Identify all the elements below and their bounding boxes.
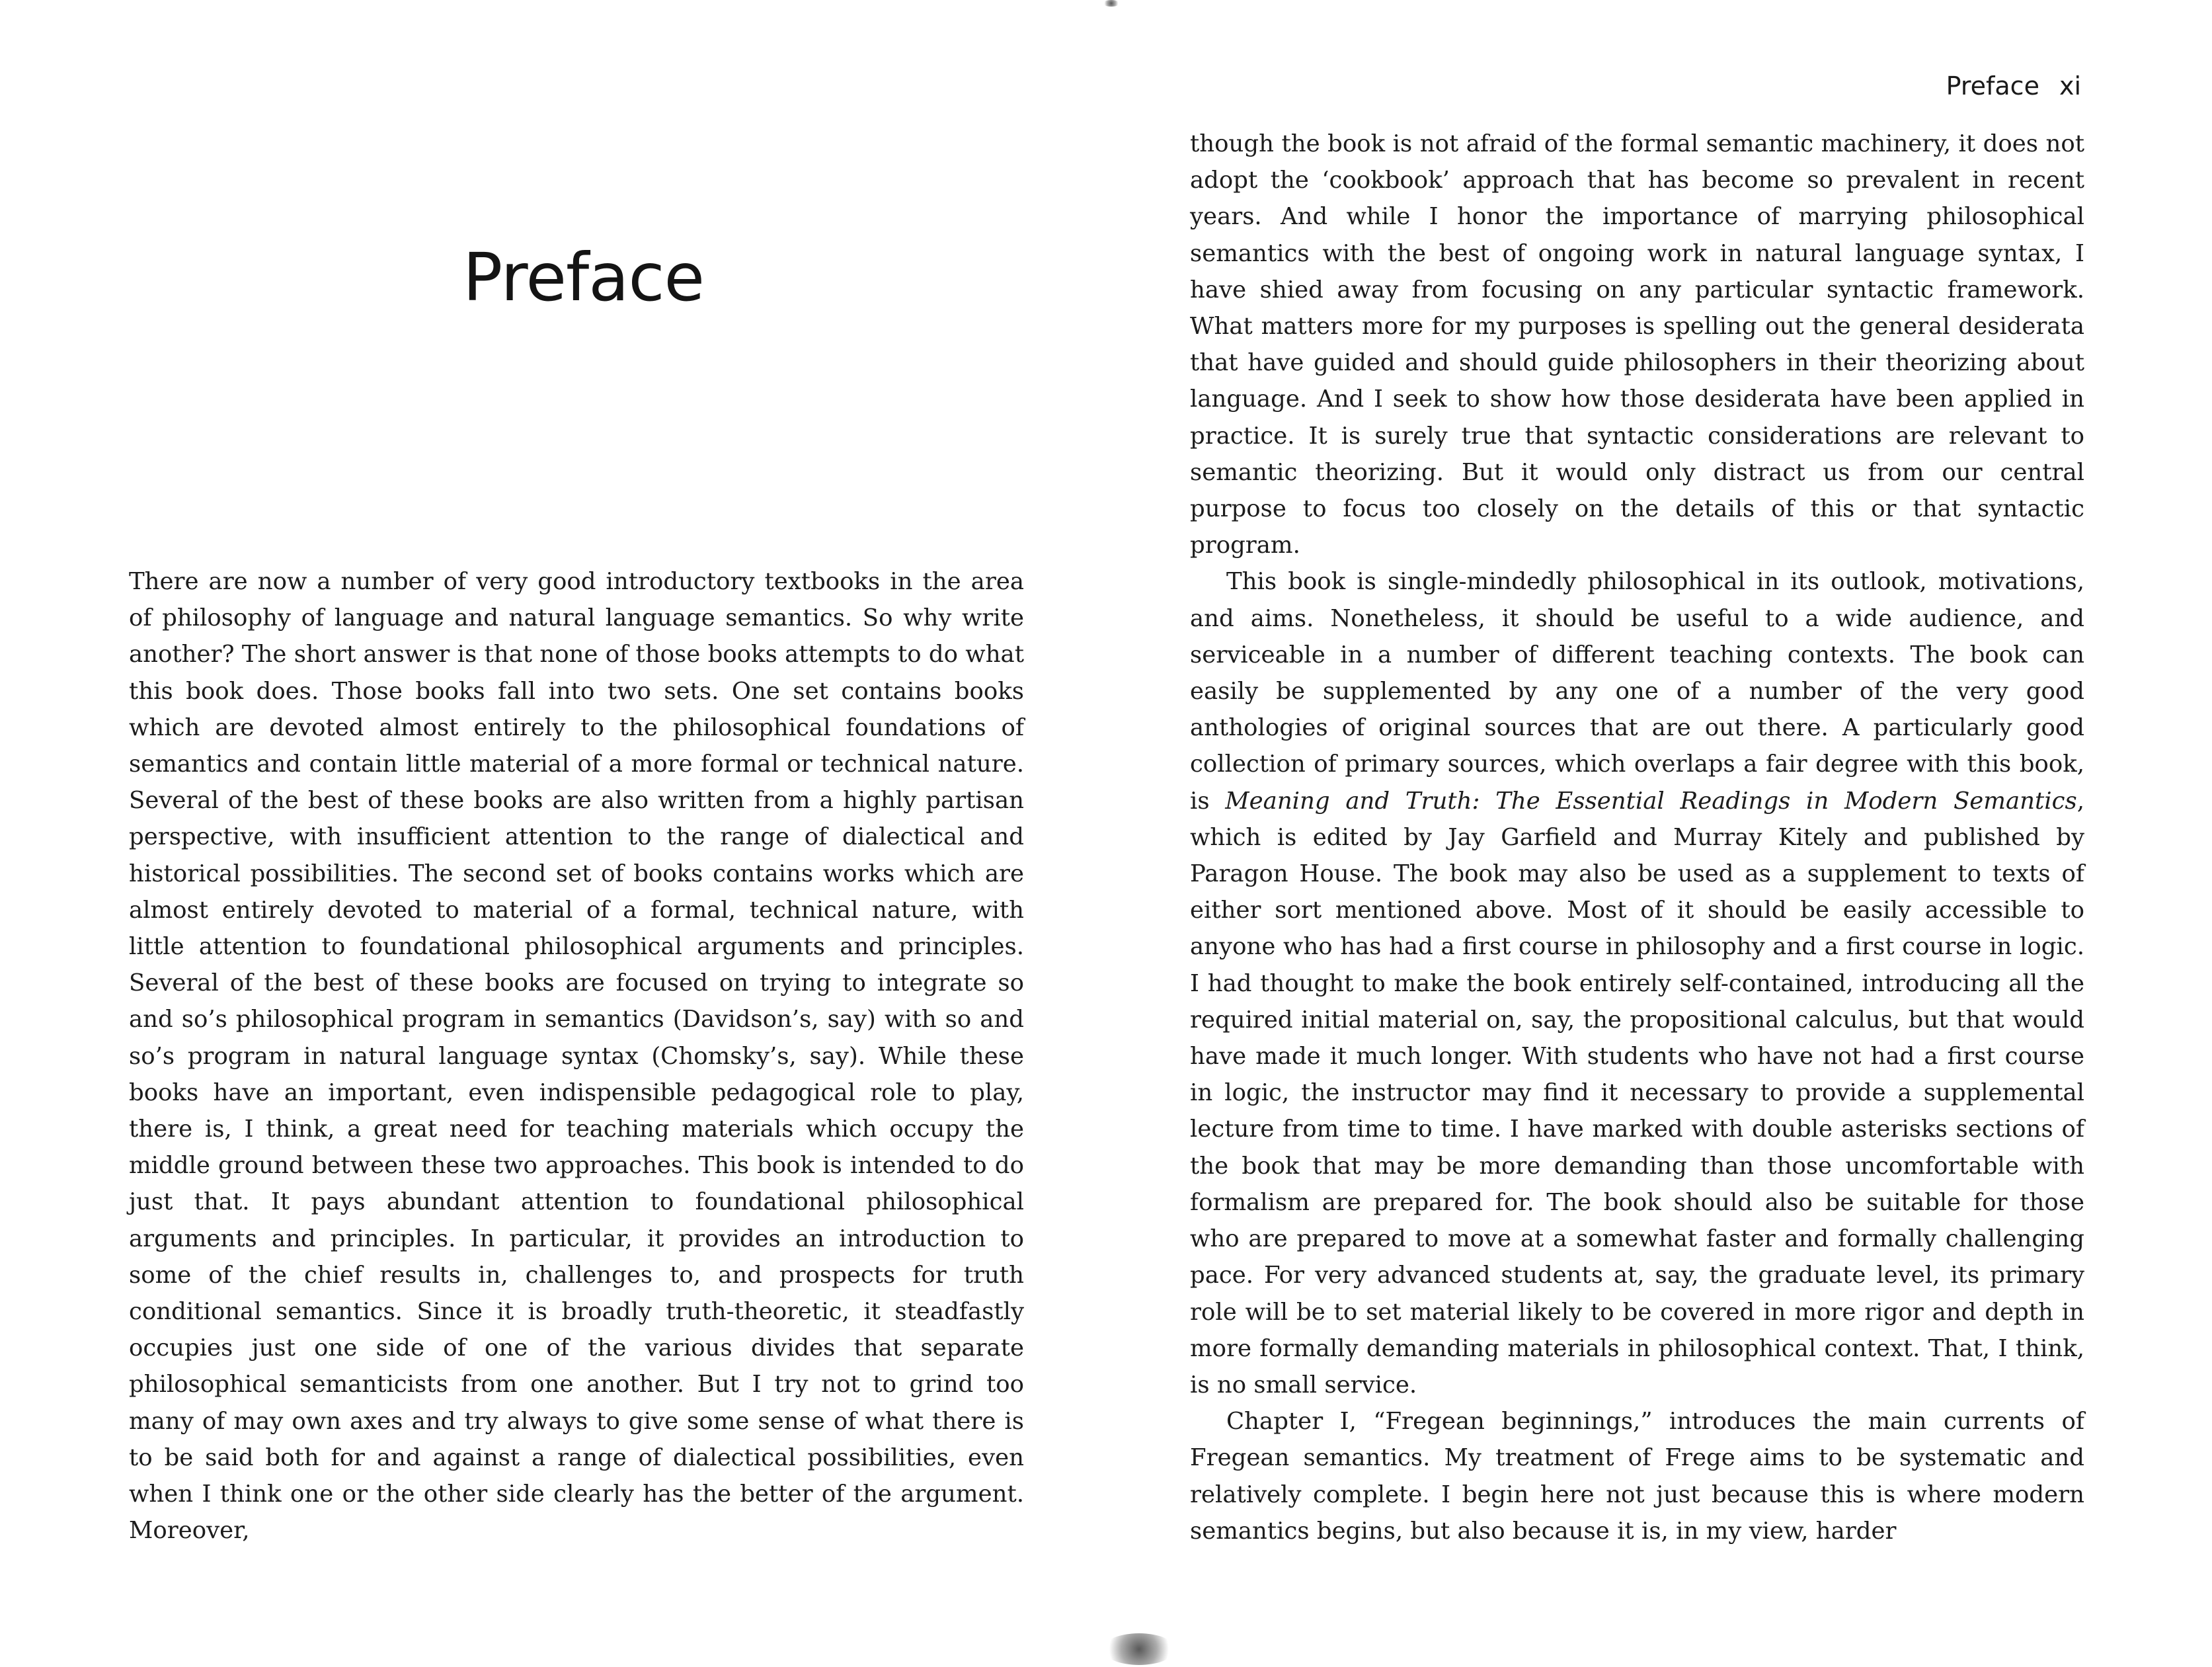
- running-head: [1946, 71, 2081, 101]
- paragraph-2-text-end: , which is edited by Jay Garfield and Murray Kitely and published by Paragon House. The book may also be used as a supplement to texts of either sort mentioned above. Most of it should be easily accessible to anyone who has had a first course in philosophy and a first course in logic. I had thought to make the book entirely self-contained, introducing all the required initial material on, say, the propositional calculus, but that would have made it much longer. With students who have not had a first course in logic, the instructor may find it necessary to provide a supplemental lecture from time to time. I have marked with double asterisks sections of the book that may be more demanding than those uncomfortable with formalism are prepared for. The book should also be suitable for those who are prepared to move at a somewhat faster and formally challenging pace. For very advanced students at, say, the graduate level, its primary role will be to set material likely to be covered in more rigor and depth in more formally demanding materials in philosophical context. That, I think, is no small service.: [1190, 787, 2084, 1399]
- page-number: xi: [2059, 71, 2081, 101]
- right-page: [1097, 0, 2212, 1667]
- book-title-italic: Meaning and Truth: The Essential Readings in Modern Semantics: [1225, 787, 2077, 815]
- right-paragraph-3: Chapter I, “Fregean beginnings,” introduces the main currents of Fregean semantics. My treatment of Frege aims to be systematic and relatively complete. I begin here not just because this is where modern semantics begins, but also because it is, in my view, harder: [1190, 1408, 2084, 1545]
- running-head-title: Preface: [1946, 71, 2039, 101]
- scan-speck-bottom: [1103, 1633, 1175, 1665]
- scan-speck-top: [1103, 0, 1120, 7]
- right-page-body: [1190, 126, 2084, 1549]
- left-paragraph-1: There are now a number of very good introductory textbooks in the area of philosophy of language and natural language semantics. So why write another? The short answer is that none of those books attempts to do what this book does. Those books fall into two sets. One set contains books which are devoted almost entirely to the philosophical foundations of semantics and contain little material of a more formal or technical nature. Several of the best of these books are also written from a highly partisan perspective, with insufficient attention to the range of dialectical and historical possibilities. The second set of books contains works which are almost entirely devoted to material of a formal, technical nature, with little attention to foundational philosophical arguments and principles. Several of the best of these books are focused on trying to integrate so and so’s philosophical program in semantics (Davidson’s, say) with so and so’s program in natural language syntax (Chomsky’s, say). While these books have an important, even indispensible pedagogical role to play, there is, I think, a great need for teaching materials which occupy the middle ground between these two approaches. This book is intended to do just that. It pays abundant attention to foundational philosophical arguments and principles. In particular, it provides an introduction to some of the chief results in, challenges to, and prospects for truth conditional semantics. Since it is broadly truth-theoretic, it steadfastly occupies just one side of one of the various divides that separate philosophical semanticists from one another. But I try not to grind too many of may own axes and try always to give some sense of what there is to be said both for and against a range of dialectical possibilities, even when I think one or the other side clearly has the better of the argument. Moreover,: [129, 568, 1024, 1545]
- left-page-body: [129, 563, 1024, 1549]
- right-paragraph-1: though the book is not afraid of the formal semantic machinery, it does not adopt the ‘cookbook’ approach that has become so prevalent in recent years. And while I honor the importance of marrying philosophical semantics with the best of ongoing work in natural language syntax, I have shied away from focusing on any particular syntactic framework. What matters more for my purposes is spelling out the general desiderata that have guided and should guide philosophers in their theorizing about language. And I seek to show how those desiderata have been applied in practice. It is surely true that syntactic considerations are relevant to semantic theorizing. But it would only distract us from our central purpose to focus too closely on the details of this or that syntactic program.: [1190, 130, 2084, 559]
- paragraph-2-text-start: This book is single-mindedly philosophical in its outlook, motivations, and aims. Nonetheless, it should be useful to a wide audience, and serviceable in a number of different teaching contexts. The book can easily be supplemented by any one of a number of the very good anthologies of original sources that are out there. A particularly good collection of primary sources, which overlaps a fair degree with this book, is: [1190, 568, 2084, 815]
- left-page: [0, 0, 1097, 1667]
- right-paragraph-2: [1190, 563, 2084, 1403]
- chapter-title: Preface: [463, 239, 704, 316]
